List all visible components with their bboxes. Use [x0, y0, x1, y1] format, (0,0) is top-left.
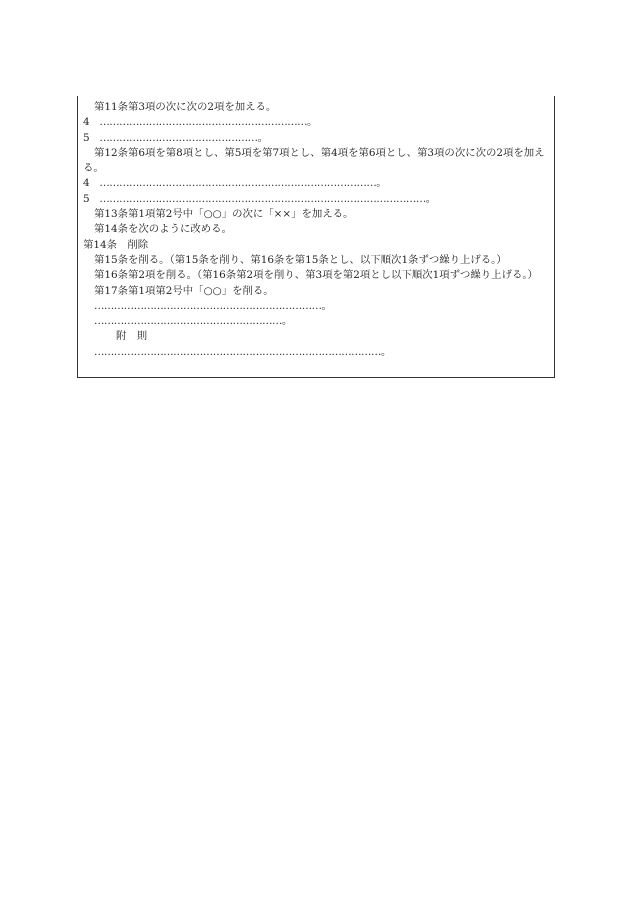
amendment-line-12: 第12条第6項を第8項とし、第5項を第7項とし、第4項を第6項とし、第3項の次に次の2項を加える。 [83, 146, 545, 175]
placeholder-dots-line: …………………………………………………。 [94, 315, 292, 328]
item-number: 4 [83, 116, 90, 129]
placeholder-dots: …………………………………………………………………………。 [99, 177, 387, 190]
article-14-heading: 第14条 削除 [83, 238, 149, 251]
placeholder-dots: ………………………………………………………………………………………。 [99, 192, 436, 205]
amendment-line-11: 第11条第3項の次に次の2項を加える。 [94, 101, 277, 113]
item-4-line [83, 176, 551, 191]
placeholder-dots: …………………………………………。 [99, 131, 268, 144]
item-number: 5 [83, 131, 90, 144]
amendment-line-14: 第14条を次のように改める。 [94, 223, 232, 236]
document-body [83, 100, 551, 360]
amendment-line-17: 第17条第1項第2号中「○○」を削る。 [94, 284, 274, 297]
placeholder-dots: ………………………………………………………。 [99, 116, 317, 129]
placeholder-dots-line: ……………………………………………………………………………。 [94, 345, 391, 358]
item-4-line [83, 115, 551, 130]
placeholder-dots-line: ……………………………………………………………。 [94, 299, 332, 312]
item-number: 4 [83, 177, 90, 190]
supplementary-provisions-heading: 附 則 [116, 330, 148, 343]
amendment-line-16: 第16条第2項を削る。（第16条第2項を削り、第3項を第2項とし以下順次1項ずつ繰り上げる。） [94, 269, 538, 282]
item-number: 5 [83, 192, 90, 205]
amendment-line-13: 第13条第1項第2号中「○○」の次に「××」を加える。 [94, 208, 354, 221]
amendment-line-15: 第15条を削る。（第15条を削り、第16条を第15条とし、以下順次1条ずつ繰り上げる。） [94, 253, 507, 266]
item-5-line [83, 131, 551, 146]
item-5-line [83, 192, 551, 207]
